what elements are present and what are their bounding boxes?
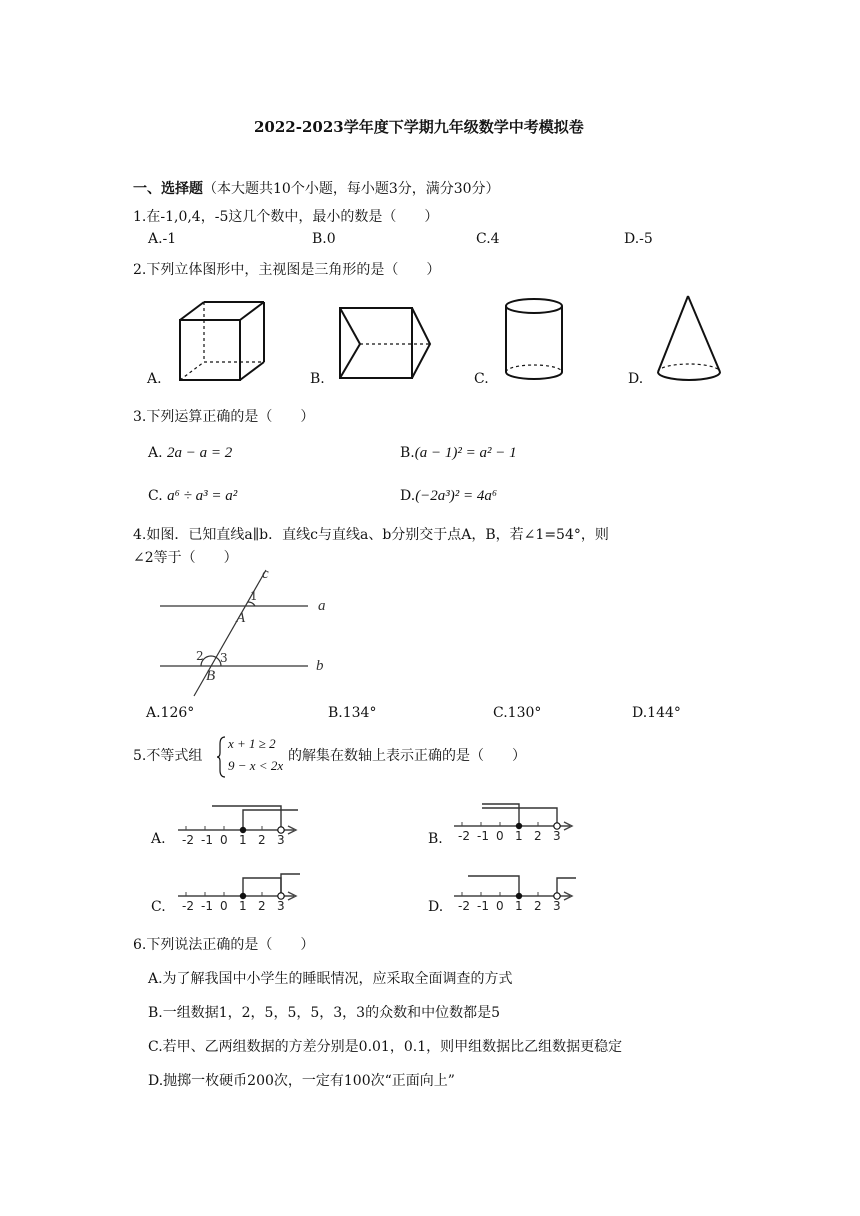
q5-inequality-1: x + 1 ≥ 2 <box>228 736 276 751</box>
solution-bracket <box>468 876 519 896</box>
tick-label: -2 <box>458 829 470 843</box>
q4-stem-line2: ∠2等于（ ） <box>133 550 238 566</box>
tick-label: -2 <box>458 899 470 913</box>
tick-label: -2 <box>182 833 194 847</box>
tick-label: 1 <box>515 899 523 913</box>
label-b: b <box>316 658 324 674</box>
q2-option-b[interactable]: B. <box>310 371 325 387</box>
q2-option-a[interactable]: A. <box>147 371 162 387</box>
solid-dot <box>516 893 522 899</box>
q2-stem: 2.下列立体图形中，主视图是三角形的是（ ） <box>133 262 441 278</box>
q5-stem-prefix: 5.不等式组 <box>133 748 203 764</box>
q3-option-d-expr: (−2a³)² = 4a⁶ <box>415 488 498 504</box>
q5-option-c[interactable]: C. <box>151 899 166 915</box>
section-heading <box>133 178 500 198</box>
q4-option-c[interactable]: C.130° <box>493 705 542 721</box>
solid-dot <box>516 823 522 829</box>
q2-option-c[interactable]: C. <box>474 371 489 387</box>
tick-label: -1 <box>477 899 489 913</box>
cone-icon <box>652 292 728 388</box>
tick-label: 1 <box>239 899 247 913</box>
number-line-c <box>176 866 306 916</box>
q3-option-b[interactable] <box>400 445 517 462</box>
section-label: 一、选择题 <box>133 181 203 197</box>
q4-option-d[interactable]: D.144° <box>632 705 681 721</box>
label-c: c <box>262 566 269 582</box>
open-dot <box>554 823 560 829</box>
q4-option-a[interactable]: A.126° <box>146 705 195 721</box>
open-dot <box>278 893 284 899</box>
q6-option-b[interactable]: B.一组数据1，2，5，5，5，3，3的众数和中位数都是5 <box>148 1005 500 1021</box>
q3-stem: 3.下列运算正确的是（ ） <box>133 409 315 425</box>
q5-option-a[interactable]: A. <box>151 831 166 847</box>
solid-dot <box>240 893 246 899</box>
q3-option-d-label: D. <box>400 488 416 504</box>
open-dot <box>278 827 284 833</box>
tick-label: -2 <box>182 899 194 913</box>
q3-option-a[interactable] <box>148 445 232 462</box>
tick-label: 2 <box>258 833 266 847</box>
tick-label: 2 <box>534 829 542 843</box>
cylinder-icon <box>502 296 568 386</box>
q2-option-d[interactable]: D. <box>628 371 644 387</box>
angle-2-label: 2 <box>196 649 204 663</box>
tick-label: 1 <box>239 833 247 847</box>
q6-stem: 6.下列说法正确的是（ ） <box>133 937 315 953</box>
q3-option-c-expr: a⁶ ÷ a³ = a² <box>167 488 238 504</box>
q6-option-c[interactable]: C.若甲、乙两组数据的方差分别是0.01，0.1，则甲组数据比乙组数据更稳定 <box>148 1039 623 1055</box>
q5-option-d[interactable]: D. <box>428 899 444 915</box>
tick-label: 3 <box>277 833 285 847</box>
label-point-a: A <box>236 610 246 626</box>
q3-option-a-label: A. <box>148 445 163 461</box>
q1-option-d[interactable]: D.-5 <box>624 231 653 247</box>
q4-stem-line1: 4.如图．已知直线a∥b．直线c与直线a、b分别交于点A，B，若∠1=54°，则 <box>133 527 609 543</box>
parallel-lines-figure <box>158 566 338 698</box>
cube-icon <box>176 298 268 384</box>
q5-stem-suffix: 的解集在数轴上表示正确的是（ ） <box>288 748 526 764</box>
brace-icon <box>217 736 227 778</box>
q1-option-c[interactable]: C.4 <box>476 231 500 247</box>
tick-label: -1 <box>201 899 213 913</box>
label-point-b: B <box>206 668 216 684</box>
label-a: a <box>318 598 326 614</box>
open-dot <box>554 893 560 899</box>
q6-option-a[interactable]: A.为了解我国中小学生的睡眠情况，应采取全面调查的方式 <box>148 971 513 987</box>
q4-option-b[interactable]: B.134° <box>328 705 377 721</box>
tick-label: 2 <box>258 899 266 913</box>
tick-label: 0 <box>220 899 228 913</box>
q1-stem: 1.在-1,0,4，-5这几个数中，最小的数是（ ） <box>133 209 439 225</box>
angle-1-label: 1 <box>250 589 258 603</box>
page-title: 2022-2023学年度下学期九年级数学中考模拟卷 <box>254 118 584 136</box>
tick-label: -1 <box>477 829 489 843</box>
tick-label: 0 <box>496 829 504 843</box>
tick-label: 0 <box>220 833 228 847</box>
section-note: （本大题共10个小题，每小题3分，满分30分） <box>203 181 500 197</box>
number-line-b <box>452 796 582 846</box>
q6-option-d[interactable]: D.抛掷一枚硬币200次，一定有100次“正面向上” <box>148 1073 455 1089</box>
tick-label: 3 <box>553 899 561 913</box>
q1-option-a[interactable]: A.-1 <box>148 231 177 247</box>
tick-label: 3 <box>277 899 285 913</box>
tick-label: 1 <box>515 829 523 843</box>
q3-option-c[interactable] <box>148 488 237 505</box>
q5-option-b[interactable]: B. <box>428 831 443 847</box>
number-line-a <box>176 800 306 850</box>
tick-label: 3 <box>553 829 561 843</box>
angle-3-label: 3 <box>220 651 228 665</box>
q5-inequality-2: 9 − x < 2x <box>228 758 284 773</box>
q3-option-b-expr: (a − 1)² = a² − 1 <box>414 445 517 461</box>
tick-label: -1 <box>201 833 213 847</box>
prism-icon <box>336 304 434 380</box>
q3-option-d[interactable] <box>400 488 497 505</box>
solid-dot <box>240 827 246 833</box>
number-line-d <box>452 866 582 916</box>
tick-label: 0 <box>496 899 504 913</box>
q3-option-a-expr: 2a − a = 2 <box>167 445 233 461</box>
q3-option-c-label: C. <box>148 488 163 504</box>
q3-option-b-label: B. <box>400 445 415 461</box>
q1-option-b[interactable]: B.0 <box>312 231 336 247</box>
tick-label: 2 <box>534 899 542 913</box>
